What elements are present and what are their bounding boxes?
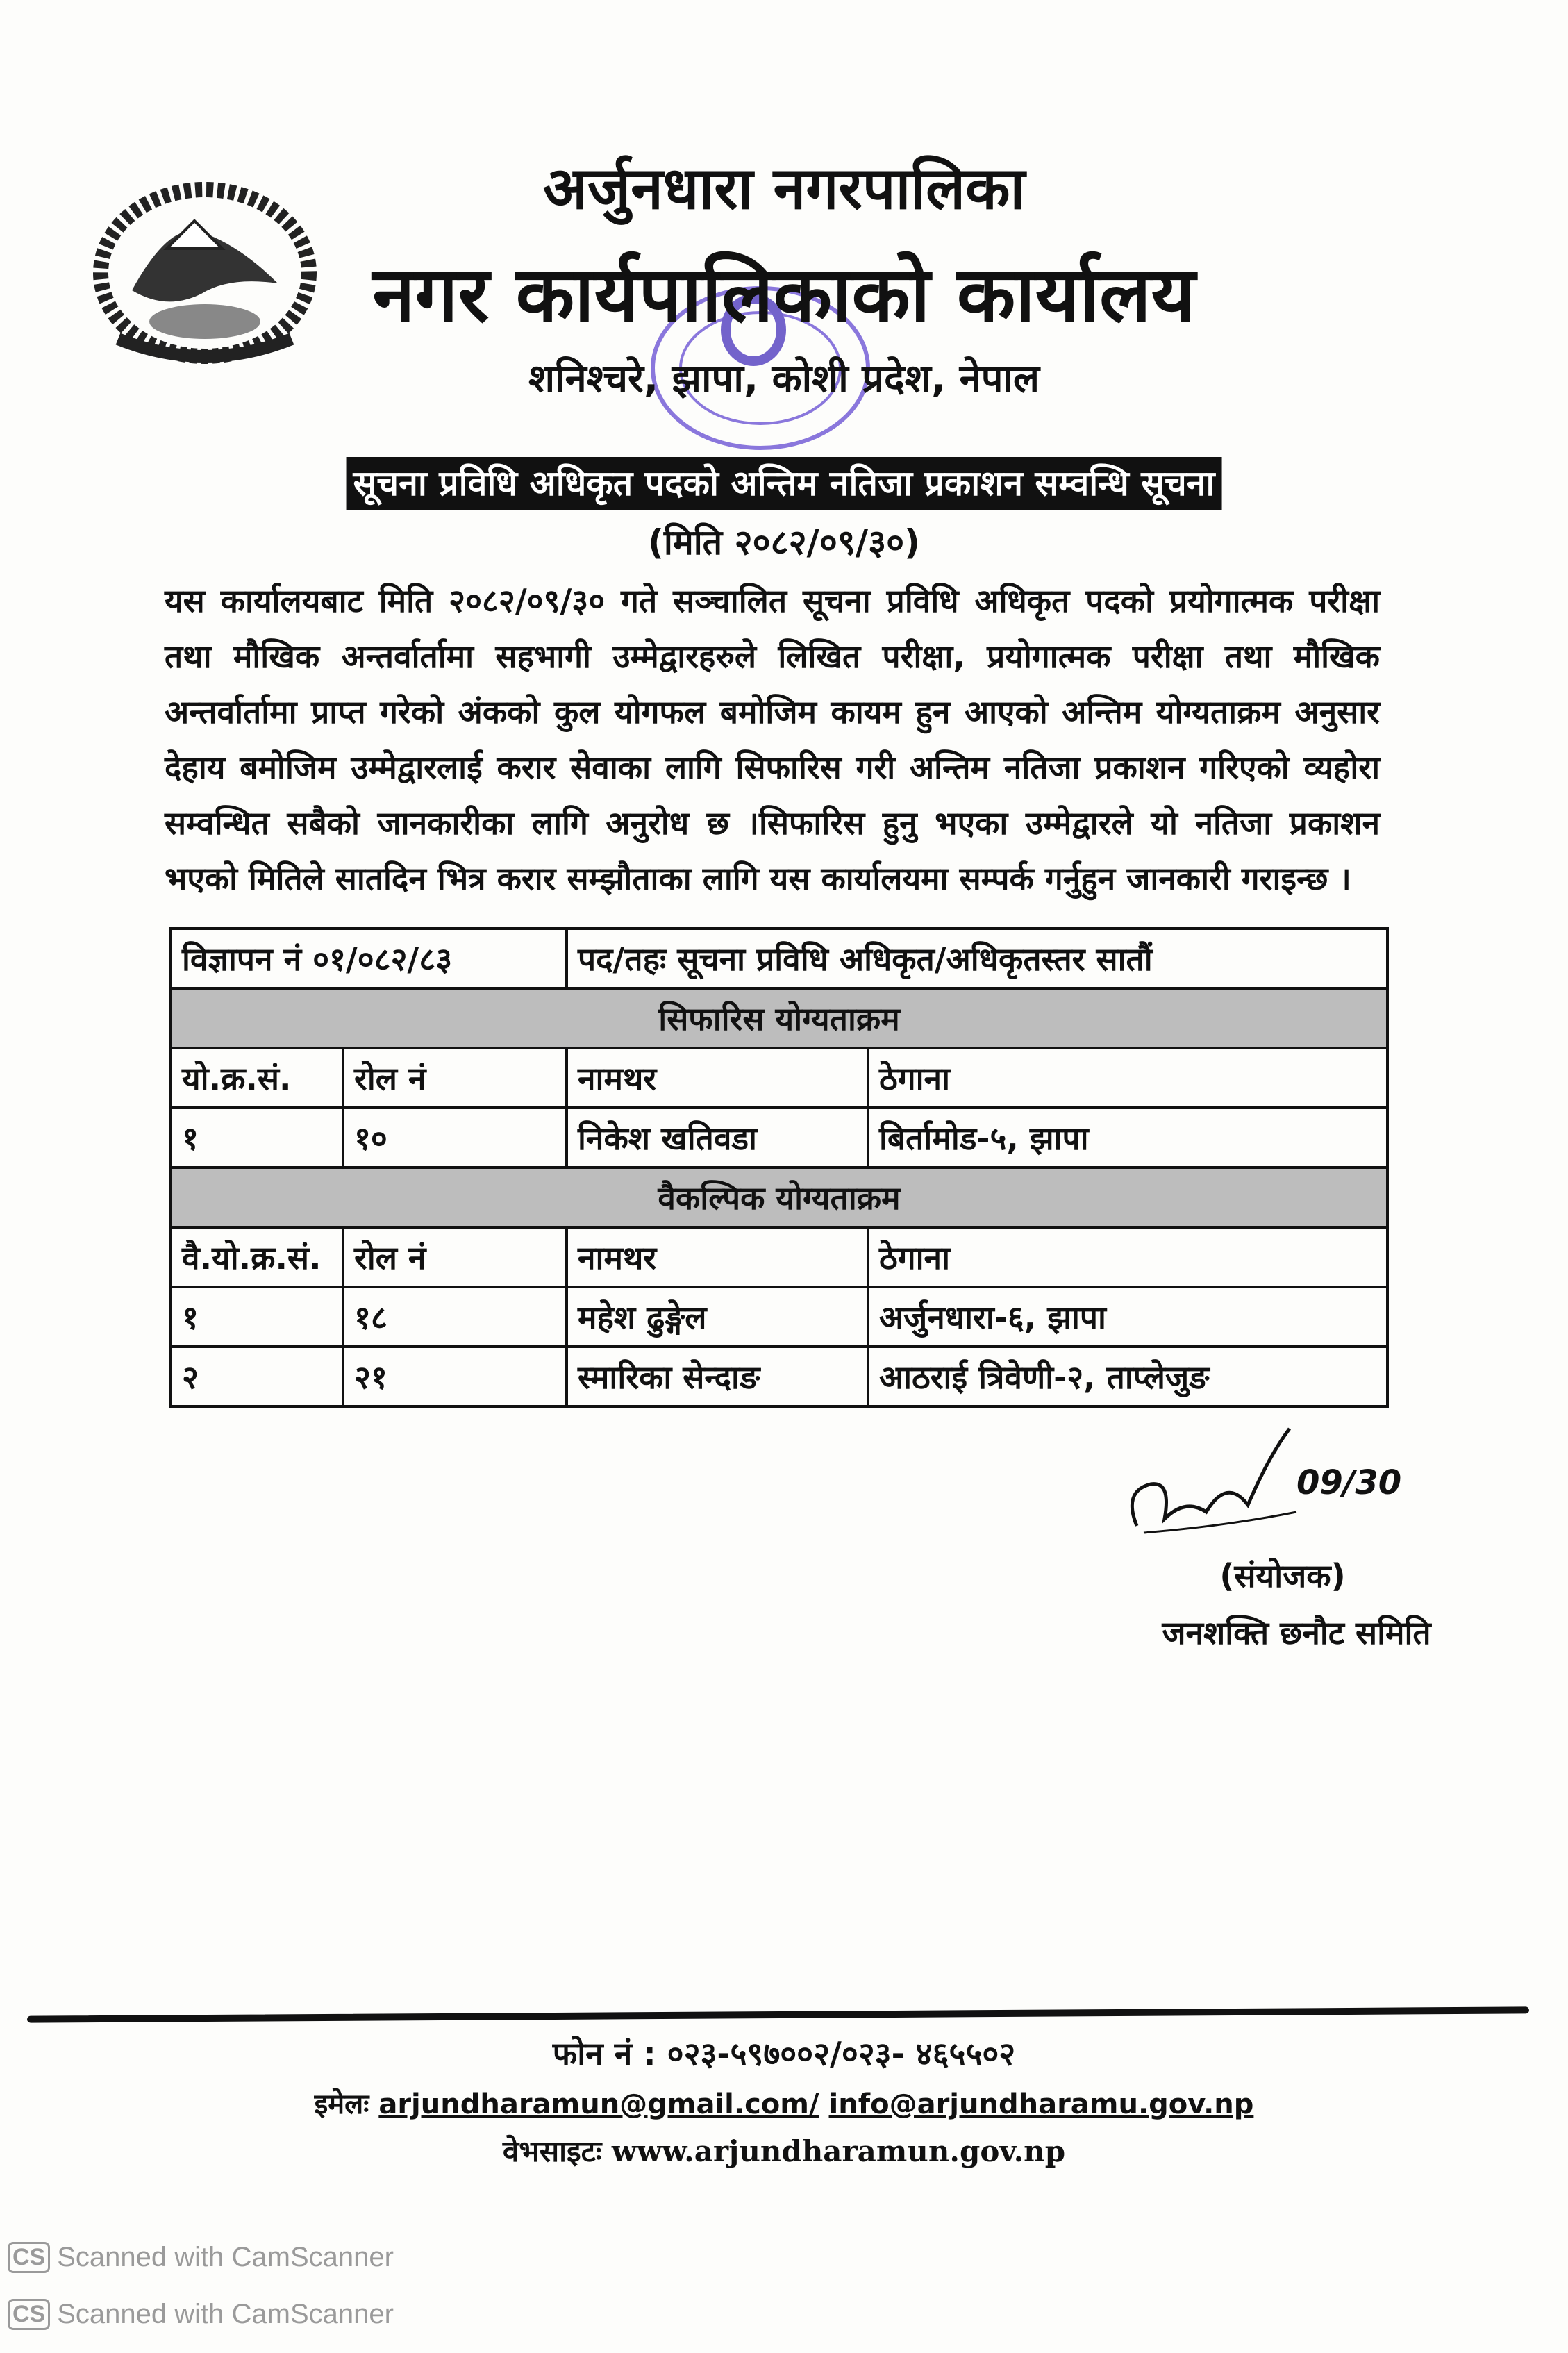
notice-content xyxy=(165,573,1431,1654)
municipality-name: अर्जुनधारा नगरपालिका xyxy=(542,154,1026,222)
footer-email: इमेलः arjundharamun@gmail.com/ info@arjundharamu.gov.np xyxy=(314,2088,1254,2120)
footer-website: वेभसाइटः www.arjundharamun.gov.np xyxy=(502,2134,1066,2168)
email-link-info[interactable]: info@arjundharamu.gov.np xyxy=(828,2088,1254,2120)
section-heading: सिफारिस योग्यताक्रम xyxy=(171,988,1387,1048)
ad-number: विज्ञापन नं ०१/०८२/८३ xyxy=(171,929,567,988)
footer-divider xyxy=(27,2006,1529,2022)
committee-name: जनशक्ति छनौट समिति xyxy=(1162,1614,1431,1652)
camscanner-watermark: CS Scanned with CamScanner xyxy=(8,2242,394,2273)
notice-title: सूचना प्रविधि अधिकृत पदको अन्तिम नतिजा प्रकाशन सम्वन्धि सूचना xyxy=(347,457,1222,510)
table-row: १ १० निकेश खतिवडा बिर्तामोड-५, झापा xyxy=(171,1108,1387,1167)
footer-phone: फोन नं : ०२३-५९७००२/०२३- ४६५५०२ xyxy=(552,2035,1016,2072)
office-address: शनिश्चरे, झापा, कोशी प्रदेश, नेपाल xyxy=(528,356,1040,401)
notice-body: यस कार्यालयबाट मिति २०८२/०९/३० गते सञ्चालित सूचना प्रविधि अधिकृत पदको प्रयोगात्मक परीक्षा तथा मौखिक अन्तर्वार्तामा सहभागी उम्मेद्वारहरुले लिखित परीक्षा, प्रयोगात्मक परीक्षा तथा मौखिक अन्तर्वार्तामा प्राप्त गरेको अंकको कुल योगफल बमोजिम कायम हुन आएको अन्तिम योग्यताक्रम अनुसार देहाय बमोजिम उम्मेद्वारलाई करार सेवाका लागि सिफारिस गरी अन्तिम नतिजा प्रकाशन गरिएको व्यहोरा सम्वन्धित सबैको जानकारीका लागि अनुरोध छ ।सिफारिस हुनु भएका उम्मेद्वारले यो नतिजा प्रकाशन भएको मितिले सातदिन भित्र करार सम्झौताका लागि यस कार्यालयमा सम्पर्क गर्नुहुन जानकारी गराइन्छ । xyxy=(165,582,1380,897)
email-link-gmail[interactable]: arjundharamun@gmail.com/ xyxy=(378,2088,819,2120)
camscanner-logo-icon: CS xyxy=(8,2299,50,2330)
notice-date: (मिति २०८२/०९/३०) xyxy=(648,522,920,563)
section-heading: वैकल्पिक योग्यताक्रम xyxy=(171,1167,1387,1227)
table-header-row: वै.यो.क्र.सं. रोल नं नामथर ठेगाना xyxy=(171,1227,1387,1287)
handwritten-signature xyxy=(1123,1415,1303,1554)
signatory-role: (संयोजक) xyxy=(1219,1557,1346,1595)
signature-block xyxy=(1123,1415,1402,1554)
office-name: नगर कार्यपालिकाको कार्यालय xyxy=(372,250,1196,339)
table-row: १ १८ महेश ढुङ्गेल अर्जुनधारा-६, झापा xyxy=(171,1287,1387,1347)
camscanner-logo-icon: CS xyxy=(8,2242,50,2273)
table-row: २ २१ स्मारिका सेन्दाङ आठराई त्रिवेणी-२, ताप्लेजुङ xyxy=(171,1347,1387,1406)
signature-date: 09/30 xyxy=(1296,1463,1402,1502)
camscanner-watermark: CS Scanned with CamScanner xyxy=(8,2299,394,2330)
table-header-row: यो.क्र.सं. रोल नं नामथर ठेगाना xyxy=(171,1048,1387,1108)
table-row xyxy=(171,929,1387,988)
result-table xyxy=(169,927,1389,1408)
post-level: पद/तहः सूचना प्रविधि अधिकृत/अधिकृतस्तर सातौं xyxy=(567,929,1387,988)
